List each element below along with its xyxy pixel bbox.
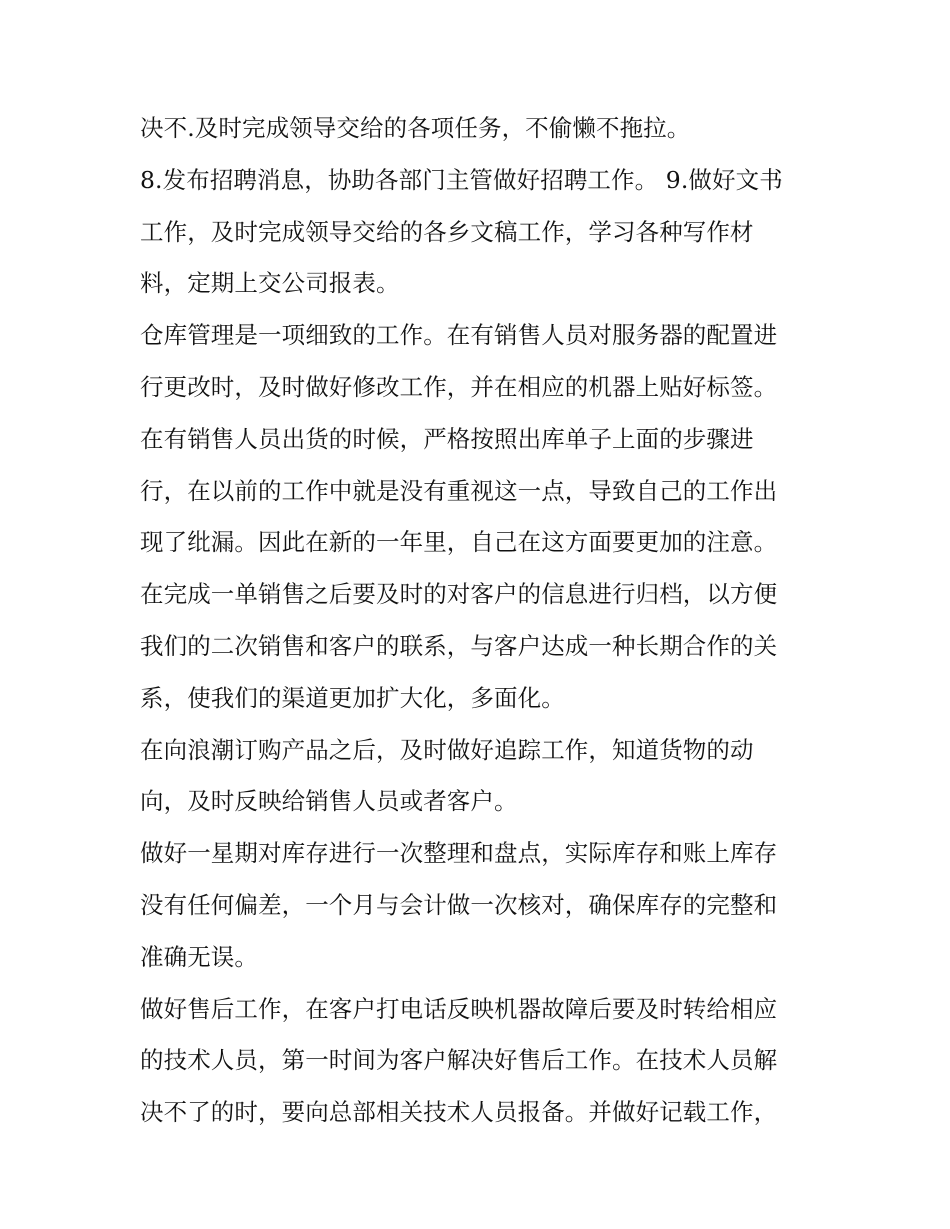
- text-line: 仓库管理是一项细致的工作。在有销售人员对服务器的配置进: [140, 321, 778, 350]
- text-line: 我们的二次销售和客户的联系，与客户达成一种长期合作的关: [140, 631, 778, 660]
- text-line: 在有销售人员出货的时候，严格按照出库单子上面的步骤进: [140, 424, 754, 453]
- document-body: [140, 103, 820, 1139]
- text-line: 现了纰漏。因此在新的一年里，自己在这方面要更加的注意。: [140, 528, 778, 557]
- text-line: 做好售后工作，在客户打电话反映机器故障后要及时转给相应: [140, 994, 778, 1023]
- text-line: 决不了的时，要向总部相关技术人员报备。并做好记载工作，: [140, 1098, 778, 1127]
- text-line: 的技术人员，第一时间为客户解决好售后工作。在技术人员解: [140, 1046, 778, 1075]
- text-line: 做好一星期对库存进行一次整理和盘点，实际库存和账上库存: [140, 839, 778, 868]
- text-line: 8.发布招聘消息，协助各部门主管做好招聘工作。 9.做好文书: [140, 165, 783, 194]
- text-line: 准确无误。: [140, 942, 258, 971]
- text-line: 在完成一单销售之后要及时的对客户的信息进行归档，以方便: [140, 580, 778, 609]
- text-line: 行，在以前的工作中就是没有重视这一点，导致自己的工作出: [140, 476, 778, 505]
- text-line: 决不.及时完成领导交给的各项任务，不偷懒不拖拉。: [140, 114, 691, 142]
- text-line: 系，使我们的渠道更加扩大化，多面化。: [140, 683, 565, 712]
- text-line: 工作，及时完成领导交给的各乡文稿工作，学习各种写作材: [140, 217, 754, 246]
- text-line: 行更改时，及时做好修改工作，并在相应的机器上贴好标签。: [140, 372, 778, 401]
- text-line: 料，定期上交公司报表。: [140, 269, 400, 298]
- text-line: 向，及时反映给销售人员或者客户。: [140, 787, 518, 816]
- text-line: 没有任何偏差，一个月与会计做一次核对，确保库存的完整和: [140, 890, 778, 919]
- text-line: 在向浪潮订购产品之后，及时做好追踪工作，知道货物的动: [140, 735, 754, 764]
